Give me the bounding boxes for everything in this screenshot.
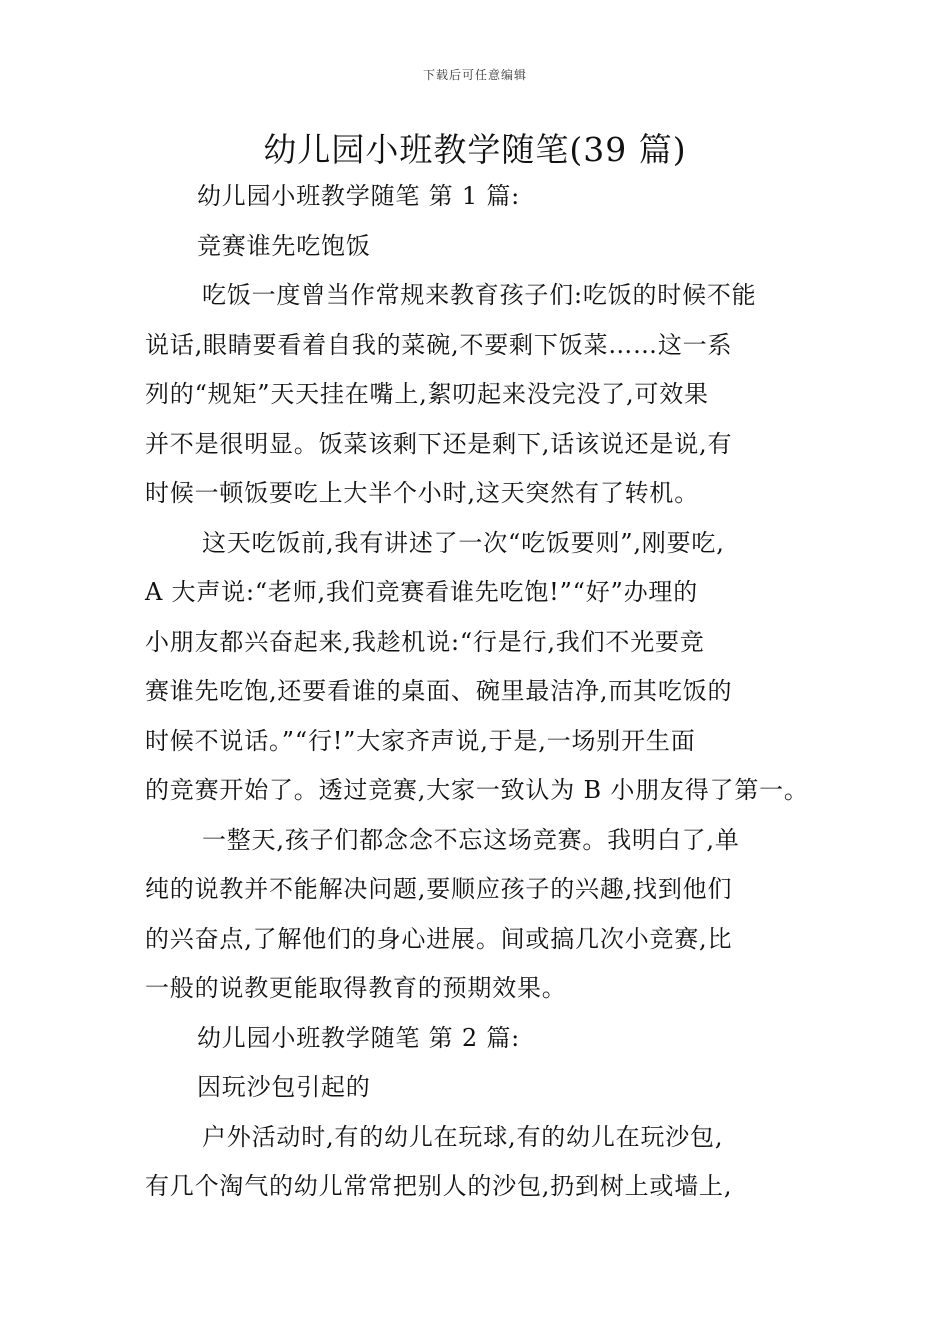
section-heading-line: 幼儿园小班教学随笔 第 1 篇:	[197, 182, 521, 210]
document-body	[145, 172, 815, 1212]
body-text-line: 并不是很明显。饭菜该剩下还是剩下,话该说还是说,有	[145, 429, 733, 458]
body-text-line: 的兴奋点,了解他们的身心进展。间或搞几次小竞赛,比	[145, 924, 733, 953]
body-text-line: 一般的说教更能取得教育的预期效果。	[145, 974, 567, 1002]
body-text-line: 的竞赛开始了。透过竞赛,大家一致认为 B 小朋友得了第一。	[145, 776, 809, 804]
body-text-line: 有几个淘气的幼儿常常把别人的沙包,扔到树上或墙上,	[145, 1172, 733, 1200]
section-heading-line: 幼儿园小班教学随笔 第 2 篇:	[197, 1023, 521, 1052]
body-text-line: 这天吃饭前,我有讲述了一次“吃饭要则”,刚要吃,	[202, 528, 725, 557]
body-text-line: 户外活动时,有的幼儿在玩球,有的幼儿在玩沙包,	[202, 1122, 724, 1151]
body-text-line: 一整天,孩子们都念念不忘这场竞赛。我明白了,单	[202, 825, 740, 854]
body-text-line: 吃饭一度曾当作常规来教育孩子们:吃饭的时候不能	[202, 281, 757, 309]
header-note: 下载后可任意编辑	[422, 68, 527, 82]
body-text-line: 纯的说教并不能解决问题,要顺应孩子的兴趣,找到他们	[145, 875, 733, 903]
body-text-line: 小朋友都兴奋起来,我趁机说:“行是行,我们不光要竞	[145, 627, 705, 656]
body-text-line: 说话,眼睛要看着自我的菜碗,不要剩下饭菜……这一系	[145, 330, 733, 359]
section-heading-line: 因玩沙包引起的	[197, 1073, 371, 1101]
body-text-line: 时候不说话。”“行!”大家齐声说,于是,一场别开生面	[145, 726, 696, 755]
document-title: 幼儿园小班教学随笔(39 篇)	[263, 130, 687, 169]
body-text-line: 列的“规矩”天天挂在嘴上,絮叨起来没完没了,可效果	[145, 380, 709, 408]
body-text-line: 赛谁先吃饱,还要看谁的桌面、碗里最洁净,而其吃饭的	[145, 677, 733, 705]
body-text-line: 时候一顿饭要吃上大半个小时,这天突然有了转机。	[145, 479, 700, 507]
body-text-line: A 大声说:“老师,我们竞赛看谁先吃饱!”“好”办理的	[145, 578, 698, 606]
section-heading-line: 竞赛谁先吃饱饭	[197, 231, 371, 260]
